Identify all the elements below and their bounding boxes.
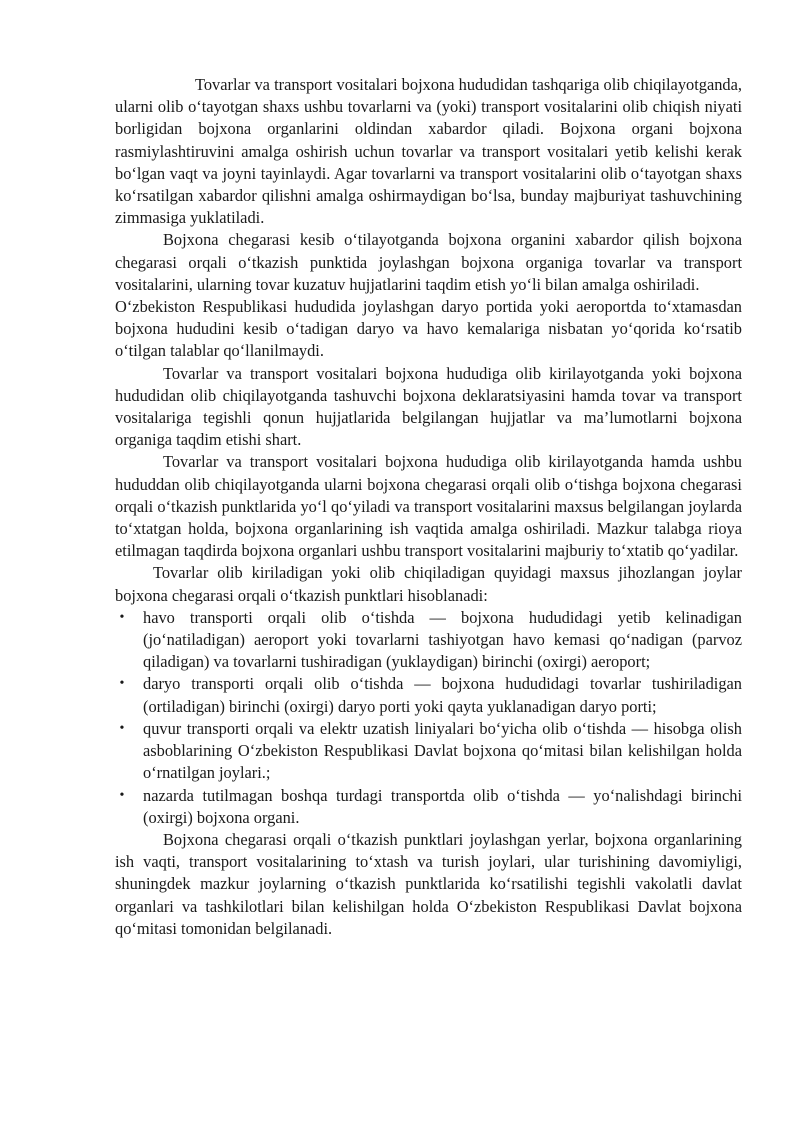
crossing-points-list	[115, 607, 742, 829]
list-item	[115, 673, 742, 717]
bullet-icon: •	[119, 787, 125, 803]
list-item-text: havo transporti orqali olib o‘tishda — bojxona hududidagi yetib kelinadigan (jo‘natiladigan) aeroport yoki tovarlarni tashiyotgan havo kemasi qo‘nadigan (parvoz qiladigan) va tovarlarni tushiradigan (yuklaydigan) birinchi (oxirgi) aeroport;	[143, 607, 742, 672]
paragraph-list-intro: Tovarlar olib kiriladigan yoki olib chiqiladigan quyidagi maxsus jihozlangan joylar bojxona chegarasi orqali o‘tkazish punktlari hisoblanadi:	[115, 563, 742, 605]
bullet-icon: •	[119, 609, 125, 625]
list-item	[115, 718, 742, 785]
document-page	[115, 74, 742, 940]
list-item	[115, 607, 742, 674]
paragraph-transit-vessels: O‘zbekiston Respublikasi hududida joylashgan daryo portida yoki aeroportda to‘xtamasdan bojxona hududini kesib o‘tadigan daryo va havo kemalariga nisbatan yo‘qorida ko‘rsatib o‘tilgan talablar qo‘llanilmaydi.	[115, 297, 742, 361]
list-item	[115, 785, 742, 829]
bullet-icon: •	[119, 676, 125, 692]
paragraph-export-notification: Tovarlar va transport vositalari bojxona hududidan tashqariga olib chiqilayotganda, ularni olib o‘tayotgan shaxs ushbu tovarlarni va (yoki) transport vositalarini olib chiqish niyati borligidan bojxona organlarini oldindan xabardor qiladi. Bojxona organi bojxona rasmiylashtiruvini amalga oshirish uchun tovarlar va transport vositalari yetib kelishi kerak bo‘lgan vaqt va joyni tayinlaydi. Agar tovarlarni va transport vositalarini olib o‘tayotgan shaxs ko‘rsatilgan xabardor qilishni amalga oshirmaydigan bo‘lsa, bunday majburiyat tashuvchining zimmasiga yuklatiladi.	[115, 75, 742, 228]
bullet-icon: •	[119, 720, 125, 736]
list-item-text: nazarda tutilmagan boshqa turdagi transportda olib o‘tishda — yo‘nalishdagi birinchi (oxirgi) bojxona organi.	[143, 785, 742, 827]
list-item-text: daryo transporti orqali olib o‘tishda — bojxona hududidagi tovarlar tushiriladigan (ortiladigan) birinchi (oxirgi) daryo porti yoki qayta yuklanadigan daryo porti;	[143, 674, 742, 716]
list-item-text: quvur transporti orqali va elektr uzatish liniyalari bo‘yicha olib o‘tishda — hisobga olish asboblarining O‘zbekiston Respublikasi Davlat bojxona qo‘mitasi bilan kelishilgan holda o‘rnatilgan joylari.;	[143, 718, 742, 783]
paragraph-crossing-points-locations: Bojxona chegarasi orqali o‘tkazish punktlari joylashgan yerlar, bojxona organlarining ish vaqti, transport vositalarining to‘xtash va turish joylari, ular turishining davomiyligi, shuningdek mazkur joylarning o‘tkazish punktlarida ko‘rsatilishi tegishli vakolatli davlat organlari va tashkilotlari bilan kelishilgan holda O‘zbekiston Respublikasi Davlat bojxona qo‘mitasi tomonidan belgilanadi.	[115, 829, 742, 938]
paragraph-crossing-points: Tovarlar va transport vositalari bojxona hududiga olib kirilayotganda hamda ushbu hududdan olib chiqilayotganda ularni bojxona chegarasi orqali olib o‘tishga bojxona chegarasi orqali o‘tkazish punktlarida yo‘l qo‘yiladi va transport vositalarini maxsus belgilangan joylarda to‘xtatgan holda, bojxona organlarining ish vaqtida amalga oshiriladi. Mazkur talabga rioya etilmagan taqdirda bojxona organlari ushbu transport vositalarini majburiy to‘xtatib qo‘yadilar.	[115, 452, 742, 561]
paragraph-border-crossing-notification: Bojxona chegarasi kesib o‘tilayotganda bojxona organini xabardor qilish bojxona chegarasi orqali o‘tkazish punktida joylashgan bojxona organiga tovarlar va transport vositalarini, ularning tovar kuzatuv hujjatlarini taqdim etish yo‘li bilan amalga oshiriladi.	[115, 230, 742, 294]
paragraph-carrier-declaration: Tovarlar va transport vositalari bojxona hududiga olib kirilayotganda yoki bojxona hududidan olib chiqilayotganda tashuvchi bojxona deklaratsiyasini hamda tovar va transport vositalariga tegishli qonun hujjatlarida belgilangan hujjatlar va ma’lumotlarni bojxona organiga taqdim etishi shart.	[115, 363, 742, 450]
